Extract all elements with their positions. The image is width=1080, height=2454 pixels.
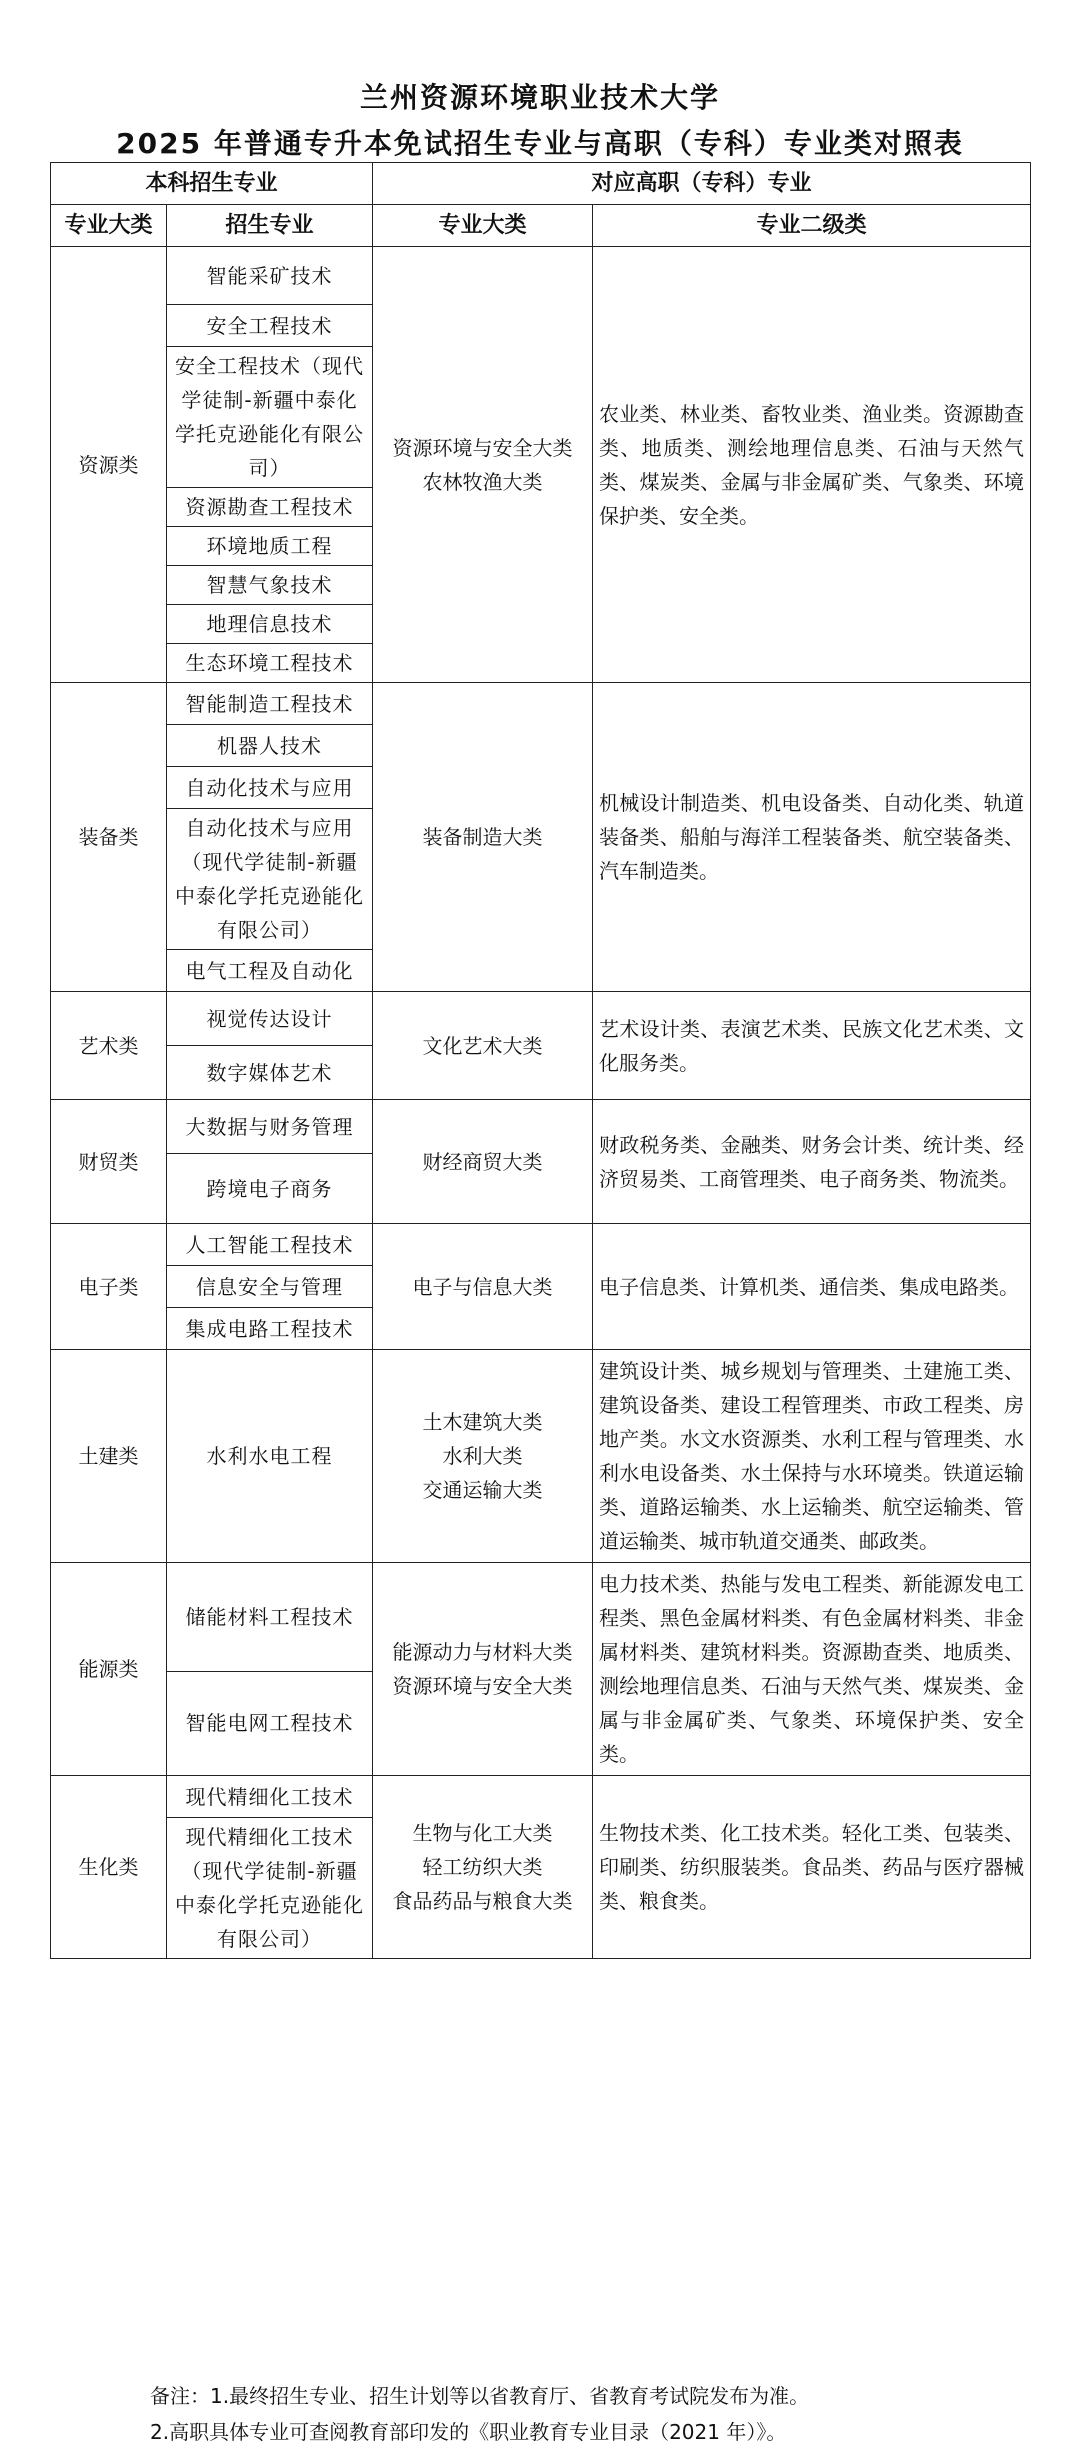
major-cell: 智能采矿技术 <box>167 247 373 305</box>
secondary-class-cell: 农业类、林业类、畜牧业类、渔业类。资源勘查类、地质类、测绘地理信息类、石油与天然气类、煤炭类、金属与非金属矿类、气象类、环境保护类、安全类。 <box>593 247 1031 683</box>
header-vocational-category: 专业大类 <box>373 205 593 247</box>
table-row <box>51 683 1031 725</box>
header-secondary-class: 专业二级类 <box>593 205 1031 247</box>
table-row <box>51 1100 1031 1154</box>
table-body <box>51 247 1031 1959</box>
vocational-category-cell: 装备制造大类 <box>373 683 593 992</box>
major-cell: 储能材料工程技术 <box>167 1563 373 1672</box>
vocational-category-cell: 能源动力与材料大类 资源环境与安全大类 <box>373 1563 593 1776</box>
major-mapping-table <box>50 162 1031 1959</box>
secondary-class-cell: 生物技术类、化工技术类。轻化工类、包装类、印刷类、纺织服装类。食品类、药品与医疗器械类、粮食类。 <box>593 1776 1031 1959</box>
category-cell: 财贸类 <box>51 1100 167 1224</box>
vocational-category-cell: 土木建筑大类 水利大类 交通运输大类 <box>373 1350 593 1563</box>
major-cell: 电气工程及自动化 <box>167 950 373 992</box>
major-cell: 智能电网工程技术 <box>167 1671 373 1775</box>
major-cell: 智慧气象技术 <box>167 566 373 605</box>
table-row <box>51 1350 1031 1563</box>
major-cell: 大数据与财务管理 <box>167 1100 373 1154</box>
header-vocational-group: 对应高职（专科）专业 <box>373 163 1031 205</box>
major-cell: 水利水电工程 <box>167 1350 373 1563</box>
vocational-category-cell: 生物与化工大类 轻工纺织大类 食品药品与粮食大类 <box>373 1776 593 1959</box>
major-cell: 自动化技术与应用 <box>167 767 373 809</box>
document-title: 兰州资源环境职业技术大学 <box>359 81 720 114</box>
category-cell: 电子类 <box>51 1224 167 1350</box>
secondary-class-cell: 财政税务类、金融类、财务会计类、统计类、经济贸易类、工商管理类、电子商务类、物流类。 <box>593 1100 1031 1224</box>
major-cell: 智能制造工程技术 <box>167 683 373 725</box>
table-row <box>51 1563 1031 1672</box>
major-cell: 机器人技术 <box>167 725 373 767</box>
category-cell: 装备类 <box>51 683 167 992</box>
major-cell: 集成电路工程技术 <box>167 1308 373 1350</box>
note-line-1: 备注：1.最终招生专业、招生计划等以省教育厅、省教育考试院发布为准。 <box>150 2384 810 2408</box>
major-cell: 生态环境工程技术 <box>167 644 373 683</box>
vocational-category-cell: 财经商贸大类 <box>373 1100 593 1224</box>
secondary-class-cell: 建筑设计类、城乡规划与管理类、土建施工类、建筑设备类、建设工程管理类、市政工程类、房地产类。水文水资源类、水利工程与管理类、水利水电设备类、水土保持与水环境类。铁道运输类、道路运输类、水上运输类、航空运输类、管道运输类、城市轨道交通类、邮政类。 <box>593 1350 1031 1563</box>
table-row <box>51 992 1031 1046</box>
vocational-category-cell: 文化艺术大类 <box>373 992 593 1100</box>
secondary-class-cell: 机械设计制造类、机电设备类、自动化类、轨道装备类、船舶与海洋工程装备类、航空装备类、汽车制造类。 <box>593 683 1031 992</box>
category-cell: 土建类 <box>51 1350 167 1563</box>
notes <box>150 2378 809 2450</box>
table-row <box>51 1776 1031 1818</box>
secondary-class-cell: 电子信息类、计算机类、通信类、集成电路类。 <box>593 1224 1031 1350</box>
vocational-category-cell: 电子与信息大类 <box>373 1224 593 1350</box>
header-major: 招生专业 <box>167 205 373 247</box>
category-cell: 资源类 <box>51 247 167 683</box>
major-cell: 现代精细化工技术（现代学徒制-新疆中泰化学托克逊能化有限公司） <box>167 1818 373 1959</box>
major-cell: 现代精细化工技术 <box>167 1776 373 1818</box>
category-cell: 能源类 <box>51 1563 167 1776</box>
header-category: 专业大类 <box>51 205 167 247</box>
major-cell: 人工智能工程技术 <box>167 1224 373 1266</box>
major-cell: 安全工程技术 <box>167 305 373 347</box>
table-row <box>51 1224 1031 1266</box>
major-cell: 环境地质工程 <box>167 527 373 566</box>
category-cell: 艺术类 <box>51 992 167 1100</box>
major-cell: 自动化技术与应用（现代学徒制-新疆中泰化学托克逊能化有限公司） <box>167 809 373 950</box>
secondary-class-cell: 艺术设计类、表演艺术类、民族文化艺术类、文化服务类。 <box>593 992 1031 1100</box>
category-cell: 生化类 <box>51 1776 167 1959</box>
secondary-class-cell: 电力技术类、热能与发电工程类、新能源发电工程类、黑色金属材料类、有色金属材料类、非金属材料类、建筑材料类。资源勘查类、地质类、测绘地理信息类、石油与天然气类、煤炭类、金属与非金属矿类、气象类、环境保护类、安全类。 <box>593 1563 1031 1776</box>
table-row <box>51 247 1031 305</box>
major-cell: 资源勘查工程技术 <box>167 488 373 527</box>
note-line-2: 2.高职具体专业可查阅教育部印发的《职业教育专业目录（2021 年）》。 <box>150 2420 787 2444</box>
vocational-category-cell: 资源环境与安全大类 农林牧渔大类 <box>373 247 593 683</box>
document-subtitle: 2025 年普通专升本免试招生专业与高职（专科）专业类对照表 <box>116 127 964 160</box>
major-cell: 视觉传达设计 <box>167 992 373 1046</box>
major-cell: 地理信息技术 <box>167 605 373 644</box>
major-cell: 安全工程技术（现代学徒制-新疆中泰化学托克逊能化有限公司） <box>167 347 373 488</box>
major-cell: 信息安全与管理 <box>167 1266 373 1308</box>
major-cell: 数字媒体艺术 <box>167 1046 373 1100</box>
header-undergrad-group: 本科招生专业 <box>51 163 373 205</box>
major-cell: 跨境电子商务 <box>167 1154 373 1224</box>
